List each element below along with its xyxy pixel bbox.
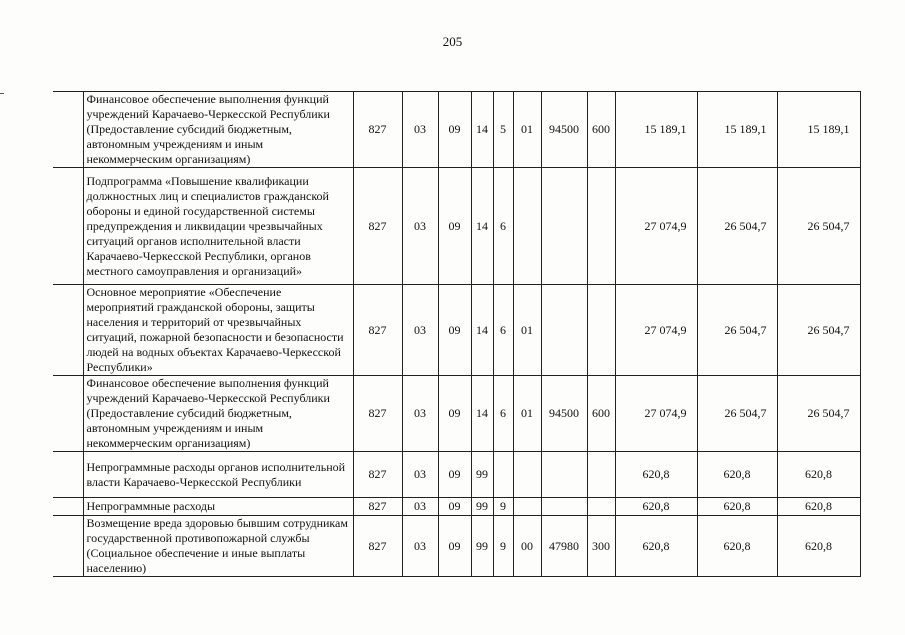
vr-cell: 600 [587, 376, 615, 452]
row-name: Непрограммные расходы [83, 498, 353, 516]
row-name: Финансовое обеспечение выполнения функций учреждений Карачаево-Черкесской Республики (Предоставление субсидий бюджетным, автономным учреждениям и иным некоммерческим организациям) [83, 92, 353, 168]
amount-year3: 26 504,7 [777, 168, 860, 285]
vr-cell: 600 [587, 92, 615, 168]
rz-cell: 03 [402, 452, 438, 498]
amount-year1: 15 189,1 [615, 92, 697, 168]
blank-cell [53, 285, 83, 376]
vr-cell [587, 498, 615, 516]
direction-cell: 94500 [541, 92, 587, 168]
pr-cell: 09 [438, 452, 471, 498]
amount-year2: 15 189,1 [697, 92, 777, 168]
row-name: Непрограммные расходы органов исполнительной власти Карачаево-Черкесской Республики [83, 452, 353, 498]
event-cell: 01 [513, 92, 541, 168]
row-name: Возмещение вреда здоровью бывшим сотрудникам государственной противопожарной службы (Социальное обеспечение и иные выплаты населению) [83, 516, 353, 577]
direction-cell [541, 285, 587, 376]
table-row [53, 452, 860, 498]
direction-cell [541, 168, 587, 285]
amount-year3: 620,8 [777, 452, 860, 498]
amount-year2: 26 504,7 [697, 285, 777, 376]
program-cell: 99 [471, 452, 493, 498]
row-name: Подпрограмма «Повышение квалификации должностных лиц и специалистов гражданской обороны и единой государственной системы предупреждения и ликвидации чрезвычайных ситуаций органов исполнительной власти Карачаево-Черкесской Республики, органов местного самоуправления и организаций» [83, 168, 353, 285]
amount-year1: 620,8 [615, 452, 697, 498]
amount-year2: 620,8 [697, 452, 777, 498]
grbs-cell: 827 [353, 498, 402, 516]
program-cell: 99 [471, 498, 493, 516]
blank-cell [53, 168, 83, 285]
event-cell [513, 168, 541, 285]
amount-year3: 26 504,7 [777, 285, 860, 376]
table-row [53, 376, 860, 452]
row-name: Финансовое обеспечение выполнения функций учреждений Карачаево-Черкесской Республики (Предоставление субсидий бюджетным, автономным учреждениям и иным некоммерческим организациям) [83, 376, 353, 452]
event-cell: 01 [513, 285, 541, 376]
subprogram-cell: 6 [493, 168, 513, 285]
event-cell [513, 498, 541, 516]
amount-year3: 620,8 [777, 498, 860, 516]
rz-cell: 03 [402, 376, 438, 452]
program-cell: 14 [471, 92, 493, 168]
subprogram-cell: 9 [493, 516, 513, 577]
grbs-cell: 827 [353, 376, 402, 452]
subprogram-cell: 6 [493, 376, 513, 452]
event-cell: 00 [513, 516, 541, 577]
table-row [53, 168, 860, 285]
rz-cell: 03 [402, 516, 438, 577]
pr-cell: 09 [438, 376, 471, 452]
amount-year3: 15 189,1 [777, 92, 860, 168]
amount-year2: 26 504,7 [697, 376, 777, 452]
program-cell: 14 [471, 168, 493, 285]
blank-cell [53, 92, 83, 168]
table-row [53, 498, 860, 516]
subprogram-cell: 9 [493, 498, 513, 516]
scan-mark [0, 93, 4, 94]
grbs-cell: 827 [353, 516, 402, 577]
table-row [53, 516, 860, 577]
amount-year2: 620,8 [697, 516, 777, 577]
vr-cell [587, 168, 615, 285]
amount-year1: 27 074,9 [615, 285, 697, 376]
subprogram-cell [493, 452, 513, 498]
amount-year1: 620,8 [615, 498, 697, 516]
amount-year2: 620,8 [697, 498, 777, 516]
table-row [53, 285, 860, 376]
direction-cell [541, 498, 587, 516]
amount-year1: 27 074,9 [615, 376, 697, 452]
pr-cell: 09 [438, 516, 471, 577]
pr-cell: 09 [438, 92, 471, 168]
blank-cell [53, 516, 83, 577]
rz-cell: 03 [402, 498, 438, 516]
event-cell [513, 452, 541, 498]
amount-year1: 27 074,9 [615, 168, 697, 285]
blank-cell [53, 376, 83, 452]
direction-cell: 47980 [541, 516, 587, 577]
pr-cell: 09 [438, 285, 471, 376]
amount-year3: 620,8 [777, 516, 860, 577]
program-cell: 14 [471, 285, 493, 376]
grbs-cell: 827 [353, 285, 402, 376]
grbs-cell: 827 [353, 168, 402, 285]
budget-table [53, 91, 861, 577]
pr-cell: 09 [438, 168, 471, 285]
grbs-cell: 827 [353, 452, 402, 498]
grbs-cell: 827 [353, 92, 402, 168]
vr-cell [587, 452, 615, 498]
table-row [53, 92, 860, 168]
rz-cell: 03 [402, 168, 438, 285]
rz-cell: 03 [402, 92, 438, 168]
page-number: 205 [442, 34, 463, 49]
program-cell: 99 [471, 516, 493, 577]
amount-year1: 620,8 [615, 516, 697, 577]
amount-year3: 26 504,7 [777, 376, 860, 452]
row-name: Основное мероприятие «Обеспечение мероприятий гражданской обороны, защиты населения и территорий от чрезвычайных ситуаций, пожарной безопасности и безопасности людей на водных объектах Карачаево-Черкесской Республики» [83, 285, 353, 376]
event-cell: 01 [513, 376, 541, 452]
blank-cell [53, 498, 83, 516]
program-cell: 14 [471, 376, 493, 452]
pr-cell: 09 [438, 498, 471, 516]
subprogram-cell: 5 [493, 92, 513, 168]
direction-cell [541, 452, 587, 498]
direction-cell: 94500 [541, 376, 587, 452]
vr-cell [587, 285, 615, 376]
subprogram-cell: 6 [493, 285, 513, 376]
vr-cell: 300 [587, 516, 615, 577]
blank-cell [53, 452, 83, 498]
amount-year2: 26 504,7 [697, 168, 777, 285]
rz-cell: 03 [402, 285, 438, 376]
